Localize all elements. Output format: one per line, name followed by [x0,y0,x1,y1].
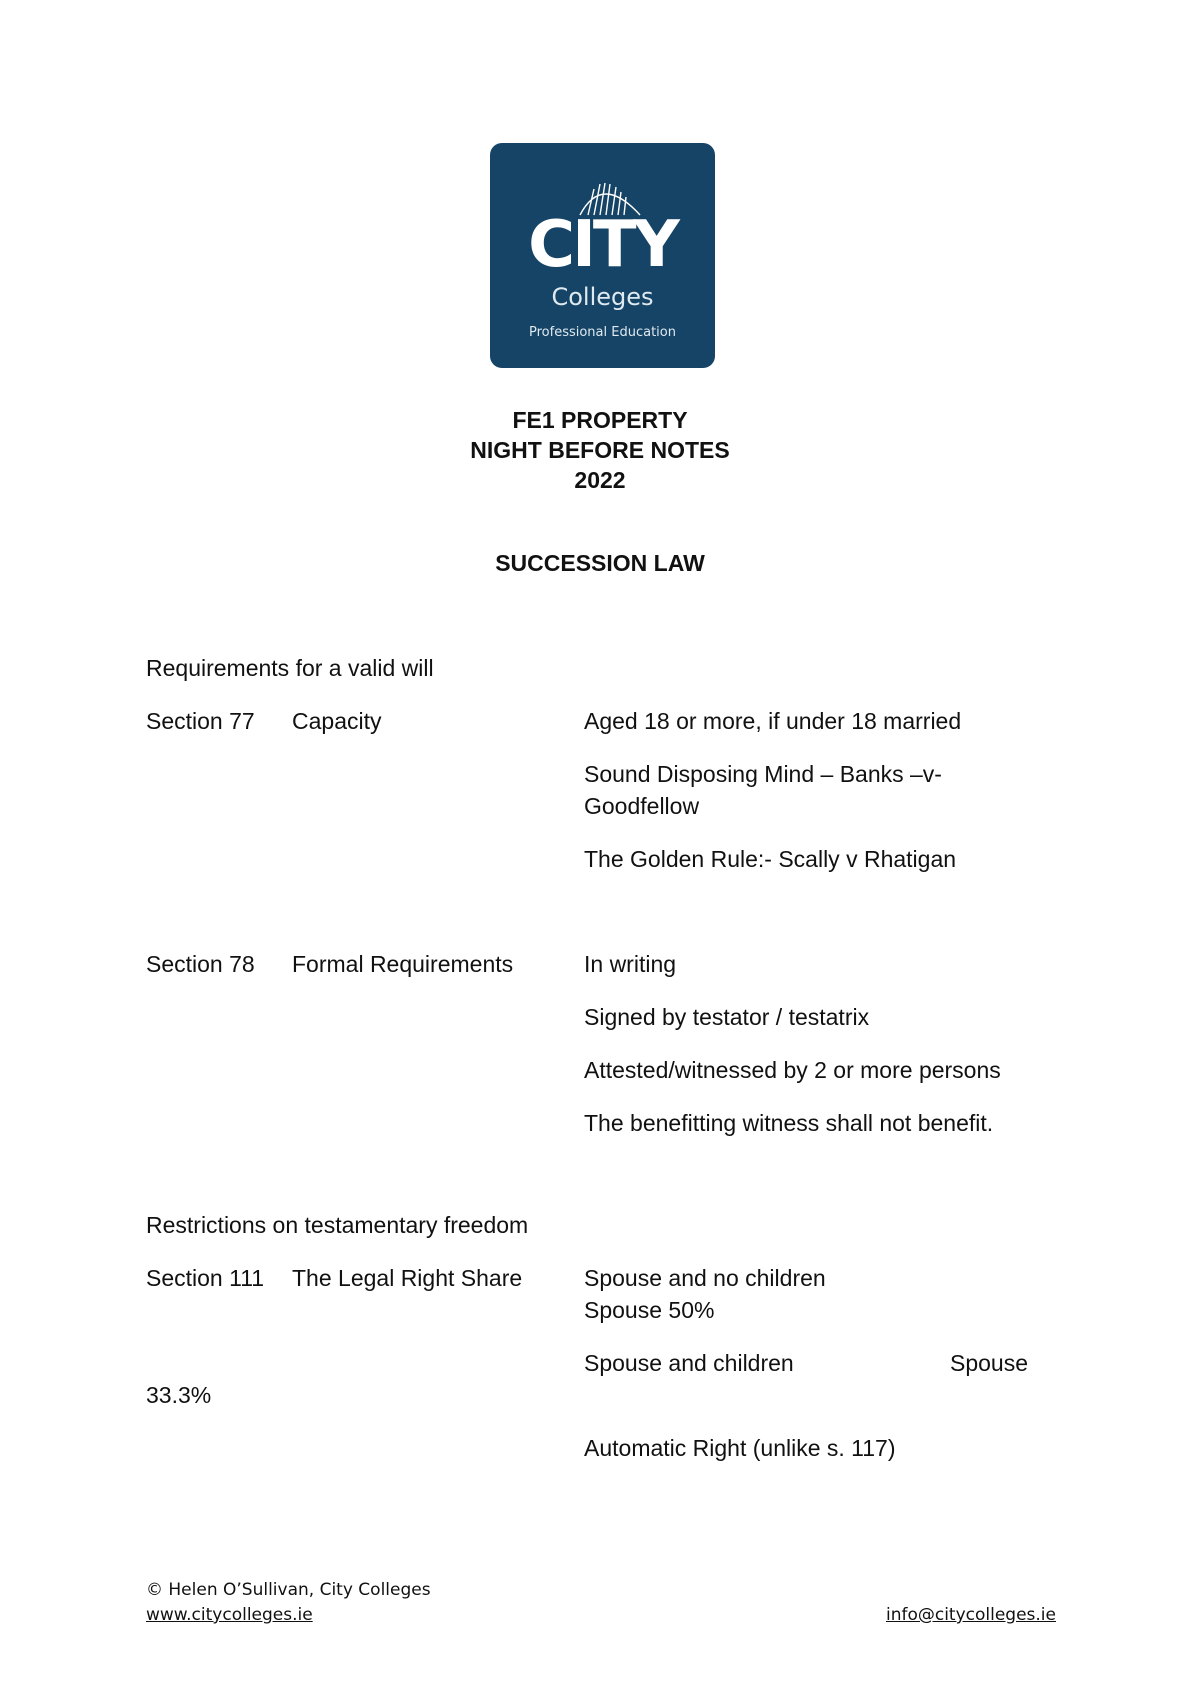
footer-email-link[interactable]: info@citycolleges.ie [885,1605,1056,1625]
s111-topic: The Legal Right Share [292,1265,523,1291]
doc-title-line-3: 2022 [574,467,626,493]
restrictions-heading: Restrictions on testamentary freedom [146,1212,529,1238]
s78-point-attested: Attested/witnessed by 2 or more persons [584,1057,1001,1083]
logo-tagline: Professional Education [529,325,676,340]
logo-city-text: CITY [528,208,677,282]
s77-point-sound-mind: Sound Disposing Mind – Banks –v- [584,761,942,787]
s111-spouse-50: Spouse 50% [584,1297,715,1323]
section-heading: SUCCESSION LAW [495,550,705,576]
s78-point-witness: The benefitting witness shall not benefit. [584,1110,994,1136]
s78-point-signed: Signed by testator / testatrix [584,1004,870,1030]
valid-will-heading: Requirements for a valid will [146,655,434,681]
s111-no-children: Spouse and no children [584,1265,826,1291]
doc-title-line-2: NIGHT BEFORE NOTES [470,437,730,463]
s77-section-label: Section 77 [146,708,255,734]
footer-copyright: © Helen O’Sullivan, City Colleges [146,1580,431,1600]
s78-point-writing: In writing [584,951,677,977]
logo-colleges-text: Colleges [551,283,654,311]
s78-topic: Formal Requirements [292,951,514,977]
s111-automatic-right: Automatic Right (unlike s. 117) [584,1435,896,1461]
s111-spouse-label: Spouse [950,1350,1029,1376]
s77-topic: Capacity [292,708,382,734]
doc-title-line-1: FE1 PROPERTY [512,407,688,433]
s111-with-children: Spouse and children [584,1350,794,1376]
s111-section-label: Section 111 [146,1265,265,1291]
s78-section-label: Section 78 [146,951,255,977]
s111-spouse-share: 33.3% [146,1382,212,1408]
s77-point-age: Aged 18 or more, if under 18 married [584,708,962,734]
s77-point-sound-mind-cont: Goodfellow [584,793,700,819]
footer-website-link[interactable]: www.citycolleges.ie [146,1605,313,1625]
city-colleges-logo [490,143,715,368]
s77-point-golden-rule: The Golden Rule:- Scally v Rhatigan [584,846,957,872]
